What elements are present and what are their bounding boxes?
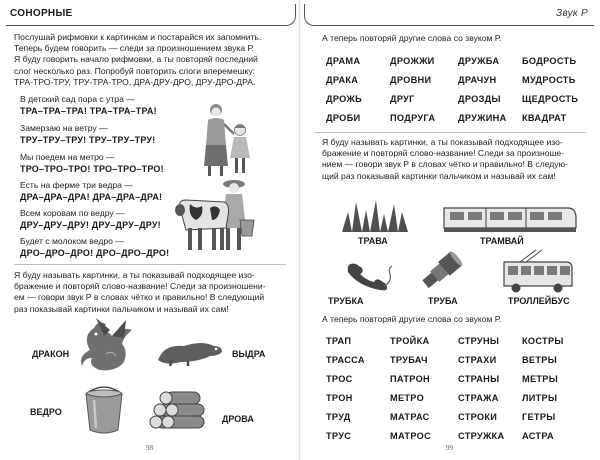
word-item: ДРУЖБА [458, 56, 500, 66]
word-item: ТРУБАЧ [390, 355, 428, 365]
tram-picture [442, 206, 578, 234]
word-item: ДРАЧУН [458, 75, 497, 85]
instruction-line: бражение и повторяй слово-название! Следи за произноше- [322, 148, 565, 159]
word-item: ДРОБИ [326, 113, 361, 123]
page-number-right: 99 [446, 444, 453, 452]
word-item: СТРУЖКА [458, 431, 505, 441]
word-item: ТРУС [326, 431, 352, 441]
receiver-picture [344, 260, 394, 290]
instruction-line: ем — говори звук Р в словах чётко и правильно! В следующий [14, 292, 265, 303]
instruction-line: Я буду называть картинки, а ты показывай подходящее изо- [14, 270, 255, 280]
word-item: ПАТРОН [390, 374, 430, 384]
word-item: ТРАП [326, 336, 352, 346]
word-item: ДРОЗДЫ [458, 94, 501, 104]
word-item: ЩЕДРОСТЬ [522, 94, 579, 104]
instruction-line: нием — говори звук Р в словах чётко и правильно! В следую- [322, 159, 568, 170]
chant-line: Будет с молоком ведро — [20, 236, 124, 246]
right-intro-2: А теперь повторяй другие слова со звуком Р. [322, 314, 502, 324]
word-item: ТРАССА [326, 355, 365, 365]
trolleybus-picture [500, 250, 574, 294]
telescope-picture [418, 250, 464, 290]
farmer-cow-illustration [176, 176, 268, 256]
word-item: СТРАХИ [458, 355, 497, 365]
right-header-title: Звук Р [556, 8, 588, 19]
grass-picture [340, 198, 410, 232]
otter-picture [154, 332, 226, 368]
chant-line: В детский сад пора с утра — [20, 94, 135, 104]
chant-line: Всем коровам по ведру — [20, 208, 125, 218]
instruction-line: бражение и повторяй слово-название! Следи за произношени- [14, 281, 266, 292]
word-item: МАТРАС [390, 412, 430, 422]
chant-answer: ДРА–ДРА–ДРА! ДРА–ДРА–ДРА! [20, 192, 163, 202]
bucket-caption: ВЕДРО [30, 407, 62, 417]
word-item: ГЕТРЫ [522, 412, 556, 422]
intro-line: ТРА-ТРО-ТРУ, ТРУ-ТРА-ТРО, ДРА-ДРУ-ДРО, ДРУ-ДРО-ДРА. [14, 76, 256, 87]
chant-line: Замерзаю на ветру — [20, 123, 108, 133]
word-item: АСТРА [522, 431, 554, 441]
word-item: ДРАКА [326, 75, 359, 85]
word-item: ДРУЖИНА [458, 113, 507, 123]
right-header-bar [304, 4, 594, 26]
left-header-bar [6, 4, 296, 26]
dragon-picture [76, 316, 138, 378]
grass-caption: ТРАВА [358, 236, 388, 246]
instruction-line: Я буду называть картинки, а ты показывай подходящее изо- [322, 137, 563, 147]
section-divider [314, 132, 586, 133]
word-item: ТРУД [326, 412, 351, 422]
trolleybus-caption: ТРОЛЛЕЙБУС [508, 296, 570, 306]
word-item: ДРАМА [326, 56, 361, 66]
word-item: ПОДРУГА [390, 113, 436, 123]
dragon-caption: ДРАКОН [32, 349, 70, 359]
chant-answer: ДРУ–ДРУ–ДРУ! ДРУ–ДРУ–ДРУ! [20, 220, 161, 230]
word-item: СТРУНЫ [458, 336, 500, 346]
instruction-line: раз показывай картинки пальчиком и называй их сам! [14, 303, 229, 314]
right-page [300, 0, 600, 460]
tram-caption: ТРАМВАЙ [480, 236, 524, 246]
right-intro-1: А теперь повторяй другие слова со звуком Р. [322, 33, 502, 43]
chant-answer: ТРА–ТРА–ТРА! ТРА–ТРА–ТРА! [20, 106, 157, 116]
intro-line: Я буду говорить начало рифмовки, а ты повторяй последний [14, 54, 258, 65]
word-item: МАТРОС [390, 431, 432, 441]
word-item: ДРОВНИ [390, 75, 432, 85]
page-number-left: 98 [146, 444, 153, 452]
left-header-title: СОНОРНЫЕ [10, 8, 73, 19]
instruction-line: щий раз показывай картинки пальчиком и называй их сам! [322, 170, 556, 181]
intro-line: слог несколько раз. Попробуй повторить слоги вперемешку: [14, 65, 256, 76]
word-item: МЕТРЫ [522, 374, 559, 384]
mother-daughter-illustration [198, 100, 258, 178]
word-item: ДРОЖЬ [326, 94, 362, 104]
chant-line: Мы поедем на метро — [20, 152, 115, 162]
word-item: СТРАНЫ [458, 374, 500, 384]
word-item: СТРОКИ [458, 412, 498, 422]
telescope-caption: ТРУБА [428, 296, 458, 306]
intro-line: Послушай рифмовки к картинкам и постарайся их запомнить. [14, 32, 262, 42]
word-item: ДРУГ [390, 94, 415, 104]
logs-picture [146, 390, 216, 434]
bucket-picture [82, 384, 126, 436]
word-item: КОСТРЫ [522, 336, 564, 346]
word-item: ВЕТРЫ [522, 355, 557, 365]
left-intro [14, 32, 294, 88]
chant-answer: ТРО–ТРО–ТРО! ТРО–ТРО–ТРО! [20, 164, 164, 174]
word-item: МУДРОСТЬ [522, 75, 576, 85]
chant-answer: ДРО–ДРО–ДРО! ДРО–ДРО–ДРО! [20, 248, 170, 258]
intro-line: Теперь будем говорить — следи за произношением звука Р. [14, 43, 255, 54]
otter-caption: ВЫДРА [232, 349, 266, 359]
word-item: ТРОС [326, 374, 353, 384]
right-instruction [322, 137, 598, 182]
word-item: СТРАЖА [458, 393, 499, 403]
chant-answer: ТРУ–ТРУ–ТРУ! ТРУ–ТРУ–ТРУ! [20, 135, 156, 145]
logs-caption: ДРОВА [222, 414, 254, 424]
section-divider [14, 264, 286, 265]
word-item: КВАДРАТ [522, 113, 567, 123]
receiver-caption: ТРУБКА [328, 296, 364, 306]
word-item: ТРОН [326, 393, 353, 403]
word-item: ТРОЙКА [390, 336, 430, 346]
word-item: БОДРОСТЬ [522, 56, 577, 66]
word-item: ЛИТРЫ [522, 393, 558, 403]
word-item: МЕТРО [390, 393, 425, 403]
left-instruction [14, 270, 294, 315]
word-item: ДРОЖЖИ [390, 56, 435, 66]
chant-line: Есть на ферме три ведра — [20, 180, 133, 190]
